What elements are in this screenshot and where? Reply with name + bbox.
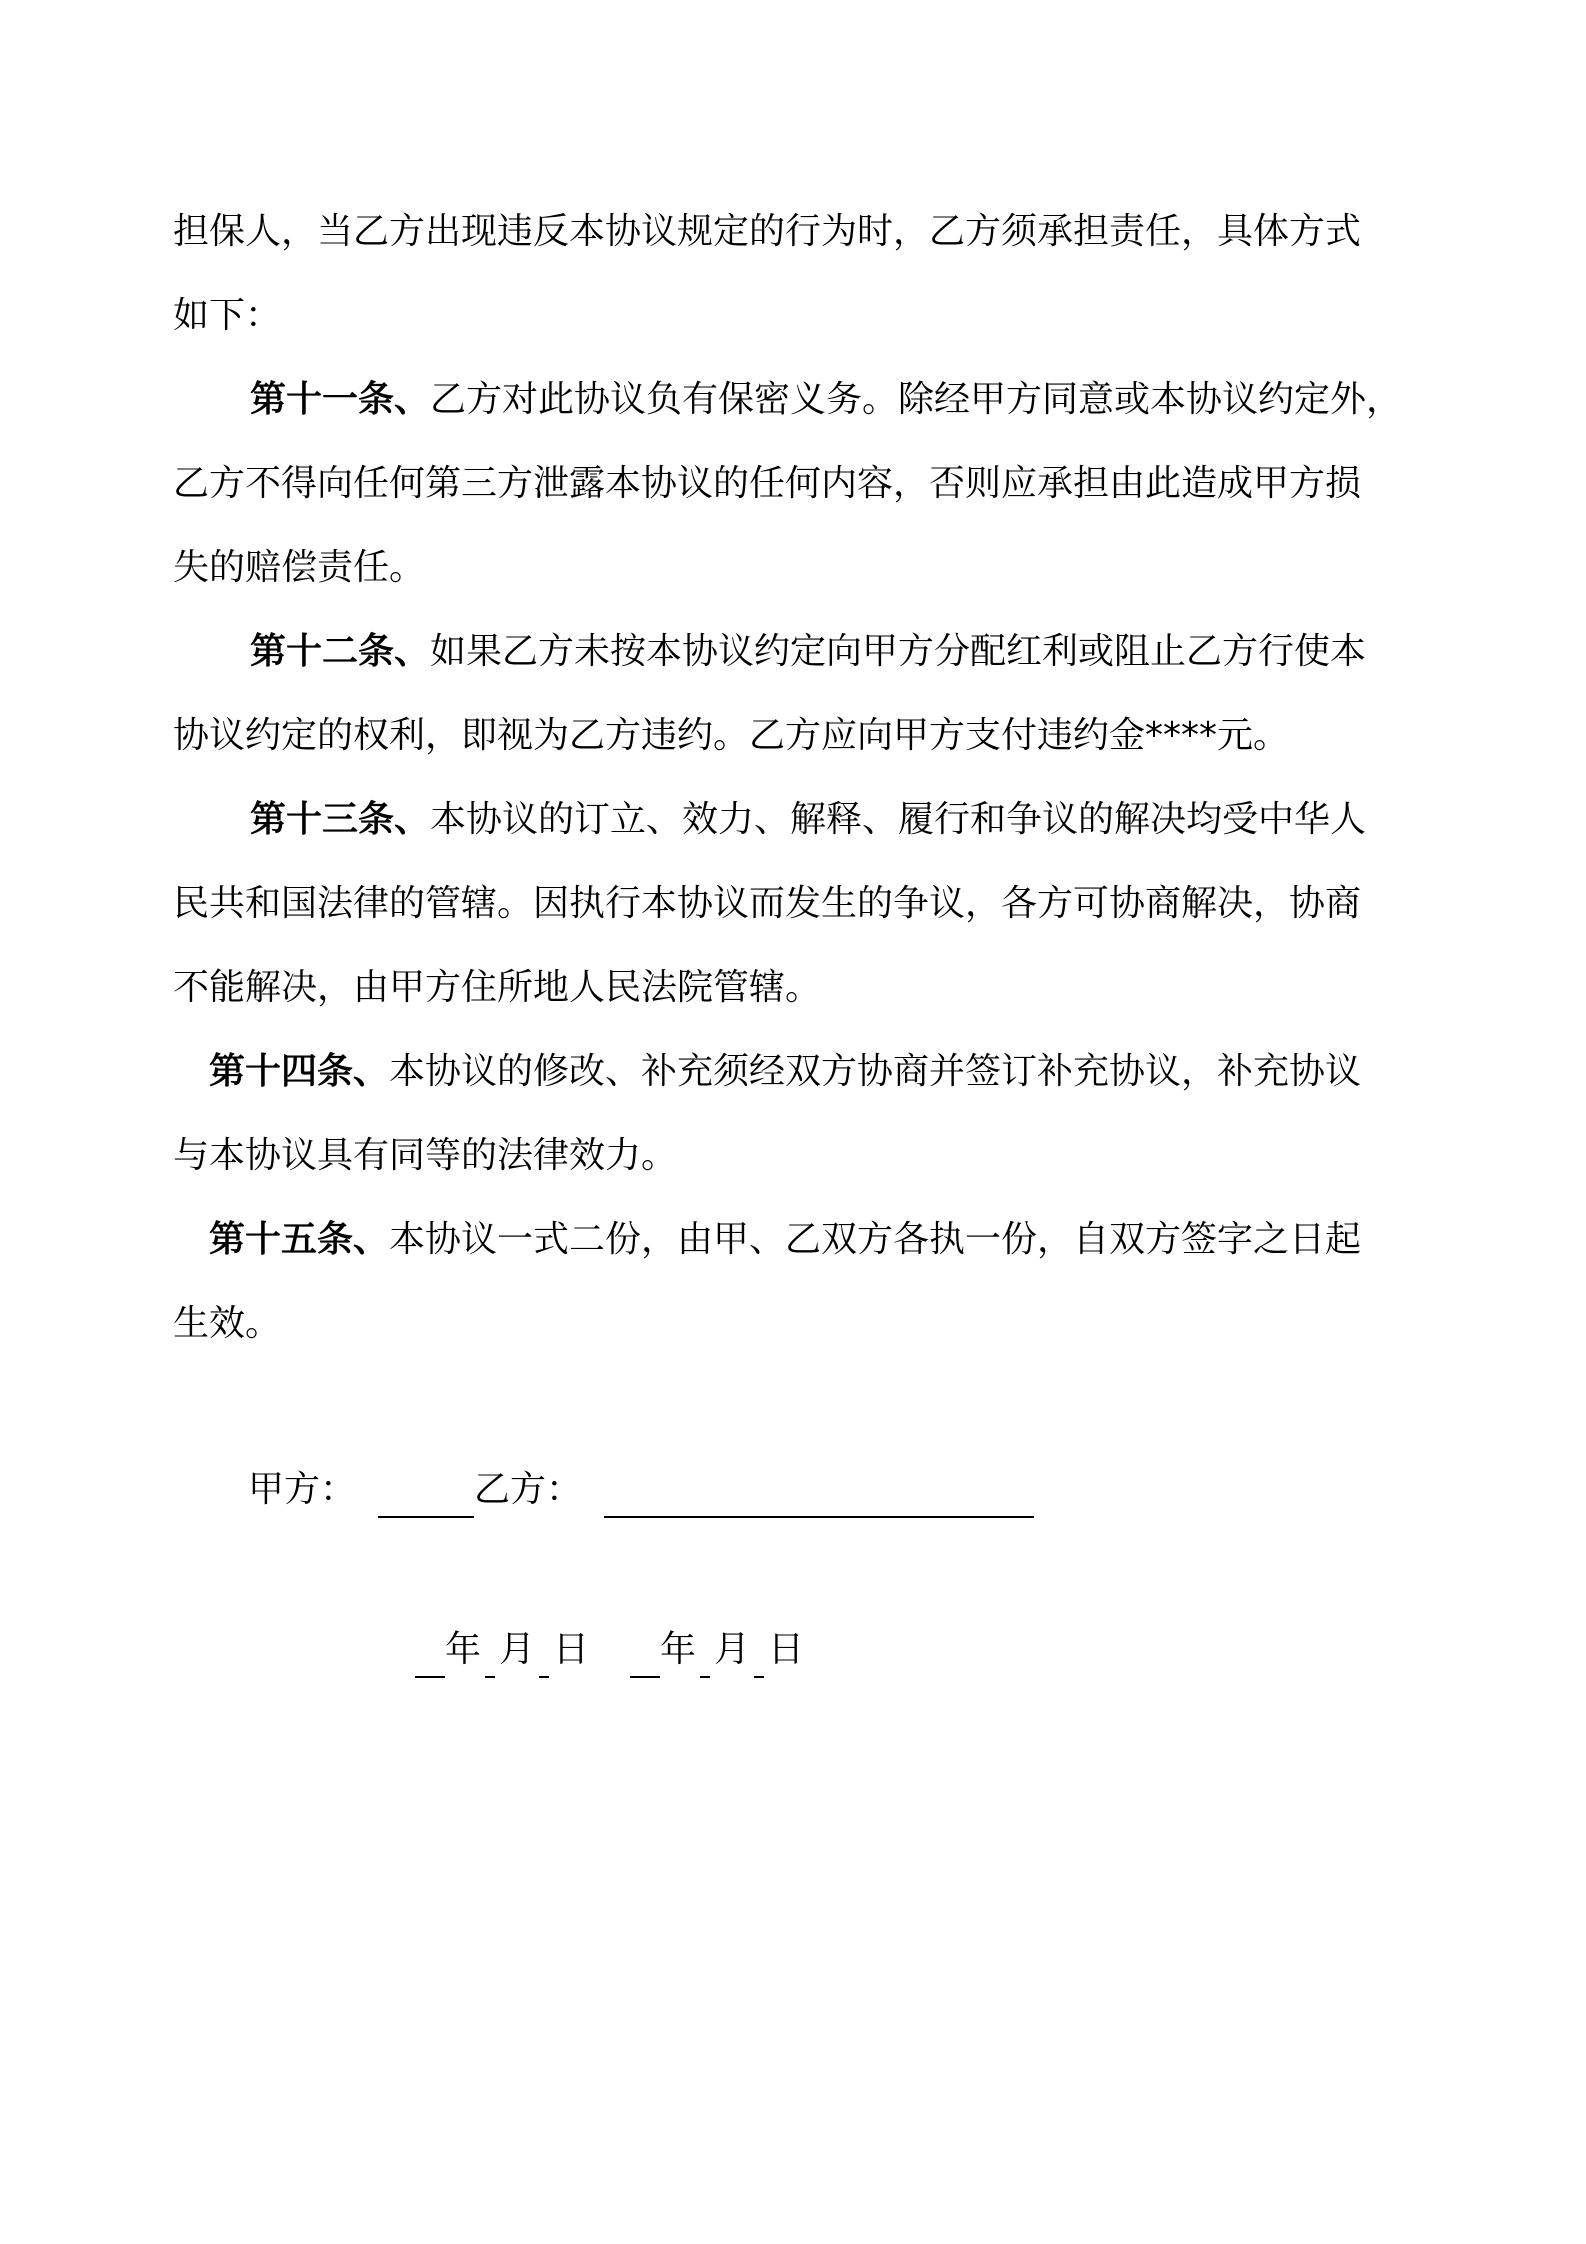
paragraph-line: 不能解决，由甲方住所地人民法院管辖。 [173,967,822,1008]
month-blank[interactable] [485,1620,495,1678]
paragraph-line: 生效。 [173,1303,282,1344]
paragraph-line: 如下： [173,295,282,336]
month-label: 月 [714,1629,751,1670]
paragraph-line: 本协议的修改、补充须经双方协商并签订补充协议，补充协议 [389,1051,1362,1092]
year-label: 年 [445,1629,482,1670]
article-15 [173,1198,1413,1366]
party-b-signature-blank[interactable] [604,1460,1034,1518]
party-b-date [630,1620,804,1678]
party-a-date [415,1620,589,1678]
paragraph-line: 协议约定的权利，即视为乙方违约。乙方应向甲方支付违约金****元。 [173,715,1290,756]
paragraph-line: 本协议的订立、效力、解释、履行和争议的解决均受中华人 [430,799,1367,840]
paragraph-line: 乙方对此协议负有保密义务。除经甲方同意或本协议约定外， [430,379,1403,420]
article-heading: 第十五条、 [209,1219,390,1260]
paragraph-line: 失的赔偿责任。 [173,547,426,588]
month-label: 月 [499,1629,536,1670]
year-blank[interactable] [415,1620,445,1678]
year-blank[interactable] [630,1620,660,1678]
article-12 [173,610,1413,778]
day-label: 日 [768,1629,805,1670]
day-blank[interactable] [539,1620,549,1678]
paragraph-line: 本协议一式二份，由甲、乙双方各执一份，自双方签字之日起 [389,1219,1362,1260]
paragraph-line: 与本协议具有同等的法律效力。 [173,1135,678,1176]
article-13 [173,778,1413,1030]
article-heading: 第十一条、 [250,379,431,420]
month-blank[interactable] [700,1620,710,1678]
day-label: 日 [553,1629,590,1670]
article-heading: 第十二条、 [250,631,431,672]
article-heading: 第十四条、 [209,1051,390,1092]
party-a-label: 甲方： [248,1469,357,1510]
paragraph-line: 乙方不得向任何第三方泄露本协议的任何内容，否则应承担由此造成甲方损 [173,463,1362,504]
party-b-label: 乙方： [474,1469,583,1510]
year-label: 年 [660,1629,697,1670]
paragraph-line: 如果乙方未按本协议约定向甲方分配红利或阻止乙方行使本 [430,631,1367,672]
signature-row [248,1460,1034,1518]
article-11 [173,358,1413,610]
day-blank[interactable] [754,1620,764,1678]
party-a-signature-blank[interactable] [378,1460,474,1518]
paragraph-line: 担保人，当乙方出现违反本协议规定的行为时，乙方须承担责任，具体方式 [173,211,1362,252]
paragraph-continuation [173,190,1413,358]
article-14 [173,1030,1413,1198]
article-heading: 第十三条、 [250,799,431,840]
paragraph-line: 民共和国法律的管辖。因执行本协议而发生的争议，各方可协商解决，协商 [173,883,1362,924]
